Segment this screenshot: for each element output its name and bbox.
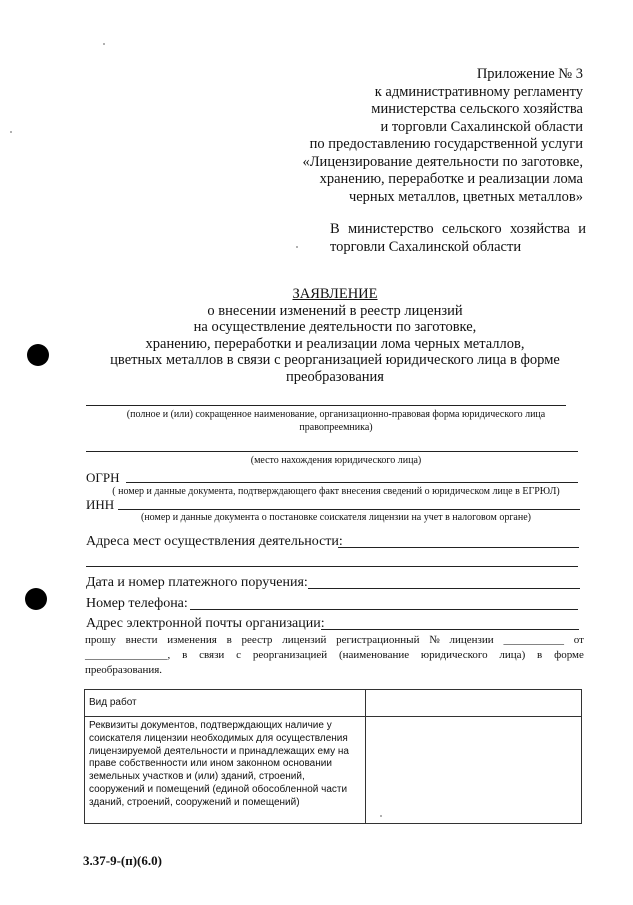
word: от [573,634,584,646]
inn-input-line[interactable] [118,509,580,510]
inn-label: ИНН [86,497,115,512]
phone-input-line[interactable] [190,609,578,610]
word: № [429,634,440,646]
word: в [537,649,543,661]
payment-input-line[interactable] [308,588,580,589]
email-label: Адрес электронной почты организации: [86,616,325,631]
word: реестр [241,634,273,646]
addresses-input-line-2[interactable] [86,566,578,567]
word: форме [554,649,584,661]
addressee-line: торговли Сахалинской области [330,238,522,255]
word: в [226,634,232,646]
addresses-input-line[interactable] [338,547,579,548]
word: регистрационный [336,634,420,646]
header-line: к административному регламенту [374,83,583,100]
request-line-3: преобразования. [85,664,163,676]
title-line: преобразования [286,368,384,385]
name-caption [86,408,586,434]
payment-label: Дата и номер платежного поручения: [86,575,308,590]
word: юридического [420,649,488,661]
table-cell-label: Вид работ [85,690,366,717]
appendix-header [302,66,583,206]
application-title [60,286,610,386]
word: внести [125,634,158,646]
scan-speck [103,43,105,45]
request-paragraph [85,633,584,678]
addressee-line: В министерство сельского хозяйства и [330,221,586,237]
header-line: министерства сельского хозяйства [371,101,583,117]
date-blank[interactable]: _______________, [85,649,171,661]
scan-speck [296,246,298,248]
word: лица) [499,649,526,661]
word: изменения [167,634,217,646]
title-line: цветных металлов в связи с реорганизацией юридического лица в форме [110,352,560,369]
title-line: хранению, переработки и реализации лома черных металлов, [145,335,525,352]
word: реорганизацией [252,649,328,661]
header-line: хранению, переработке и реализации лома [319,171,583,187]
table-row [85,717,582,824]
word: прошу [85,634,116,646]
email-input-line[interactable] [321,629,579,630]
ogrn-label: ОГРН [86,470,120,485]
form-code: 3.37-9-(п)(6.0) [83,853,162,868]
addresses-label: Адреса мест осуществления деятельности: [86,534,343,549]
name-input-line[interactable] [86,405,566,406]
word: (наименование [338,649,410,661]
license-number-blank[interactable]: ___________ [503,634,564,646]
works-table [84,689,582,824]
header-line: и торговли Сахалинской области [380,118,583,135]
word: связи [199,649,225,661]
inn-caption: (номер и данные документа о постановке соискателя лицензии на учет в налоговом органе) [141,512,531,523]
table-cell-value[interactable] [365,690,581,717]
ogrn-input-line[interactable] [126,482,578,483]
title-line: на осуществление деятельности по заготовке, [193,319,477,336]
ogrn-caption: ( номер и данные документа, подтверждающего факт внесения сведений о юридическом лице в ЕГРЮЛ) [112,486,560,497]
request-line-1 [85,633,584,648]
punch-hole-top [27,344,49,366]
caption-line: (полное и (или) сокращенное наименование, организационно-правовая форма юридического лица [126,409,546,420]
table-row [85,690,582,717]
table-cell-value[interactable] [365,717,581,824]
header-line: «Лицензирование деятельности по заготовке, [302,153,583,170]
caption-line: правопреемника) [299,422,373,433]
word: в [182,649,188,661]
title-line: о внесении изменений в реестр лицензий [207,302,463,319]
header-line: Приложение № 3 [476,66,583,82]
word: с [236,649,242,661]
request-line-2 [85,648,584,663]
title-heading: ЗАЯВЛЕНИЕ [292,286,378,302]
phone-label: Номер телефона: [86,596,188,611]
location-input-line[interactable] [86,451,578,452]
scan-speck [10,131,12,133]
header-line: по предоставлению государственной услуги [309,136,583,152]
location-caption: (место нахождения юридического лица) [250,455,422,466]
punch-hole-bottom [25,588,47,610]
addressee-block [330,221,586,256]
table-cell-label: Реквизиты документов, подтверждающих наличие у соискателя лицензии необходимых для осуществления лицензируемой деятельности и принадлежащих ему на праве собственности или ином законном основании земельных участков и (или) зданий, строений, сооружений и помещений (единой обособленной части зданий, строений, сооружений и помещений) [85,717,366,824]
word: лицензий [282,634,327,646]
header-line: черных металлов, цветных металлов» [348,188,583,205]
word: лицензии [449,634,494,646]
